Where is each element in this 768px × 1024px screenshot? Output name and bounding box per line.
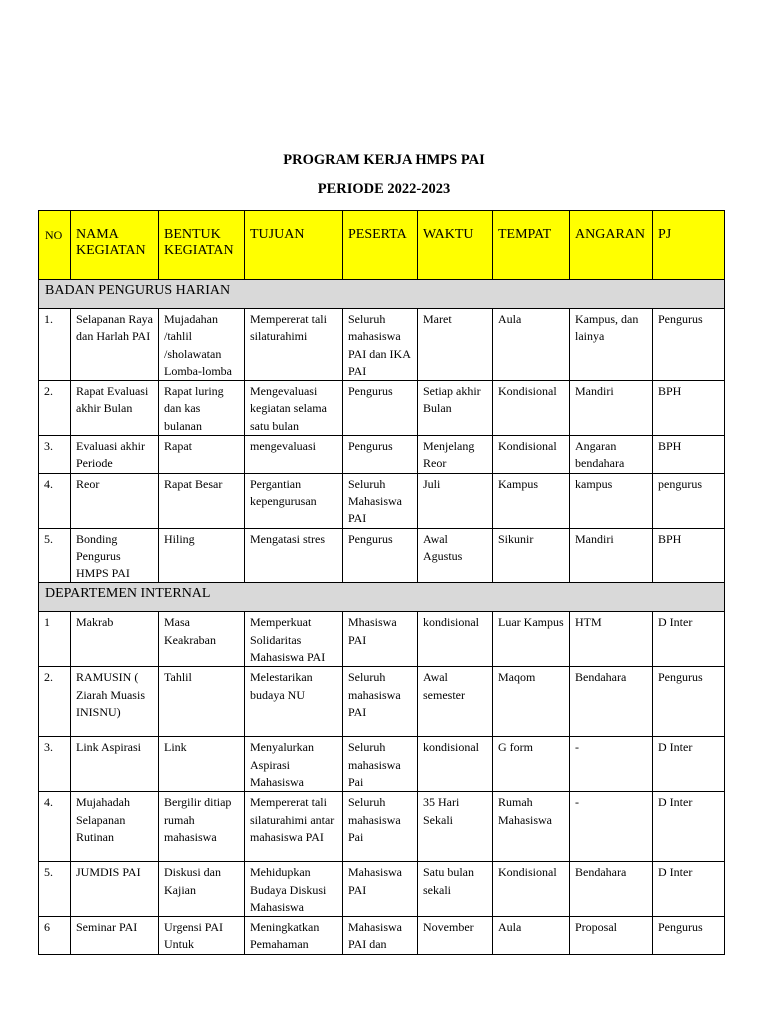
cell-waktu: Juli [418,473,493,528]
table-row [39,612,725,667]
cell-waktu: November [418,917,493,955]
cell-bentuk-kegiatan: Hiling [159,528,245,583]
column-header-nama-kegiatan: NAMA KEGIATAN [71,211,159,280]
cell-nama-kegiatan: Makrab [71,612,159,667]
cell-nama-kegiatan: Selapanan Raya dan Harlah PAI [71,309,159,381]
cell-bentuk-kegiatan: Diskusi dan Kajian [159,862,245,917]
cell-waktu: 35 Hari Sekali [418,792,493,862]
document-subtitle: PERIODE 2022-2023 [317,181,451,197]
column-header-angaran: ANGARAN [570,211,653,280]
cell-angaran: Angaran bendahara [570,436,653,474]
cell-pj: Pengurus [653,309,725,381]
cell-waktu: Satu bulan sekali [418,862,493,917]
cell-nama-kegiatan: Mujahadah Selapanan Rutinan [71,792,159,862]
cell-tujuan: Mengevaluasi kegiatan selama satu bulan [245,381,343,436]
document-title: PROGRAM KERJA HMPS PAI [283,152,485,168]
cell-tujuan: Meningkatkan Pemahaman [245,917,343,955]
cell-bentuk-kegiatan: Tahlil [159,667,245,737]
cell-tempat: G form [493,737,570,792]
cell-nama-kegiatan: Rapat Evaluasi akhir Bulan [71,381,159,436]
cell-angaran: Bendahara [570,667,653,737]
cell-nama-kegiatan: Seminar PAI [71,917,159,955]
cell-waktu: Awal semester [418,667,493,737]
cell-nama-kegiatan: Bonding Pengurus HMPS PAI [71,528,159,583]
table-row [39,862,725,917]
cell-waktu: Menjelang Reor [418,436,493,474]
section-header-row [39,583,725,612]
cell-pj: D Inter [653,862,725,917]
cell-tujuan: Melestarikan budaya NU [245,667,343,737]
cell-no: 4. [39,792,71,862]
cell-tempat: Maqom [493,667,570,737]
section-title: BADAN PENGURUS HARIAN [39,280,725,309]
cell-peserta: Seluruh mahasiswa PAI dan IKA PAI [343,309,418,381]
table-row [39,381,725,436]
cell-no: 3. [39,436,71,474]
column-header-tempat: TEMPAT [493,211,570,280]
cell-tempat: Kondisional [493,436,570,474]
cell-no: 1 [39,612,71,667]
cell-pj: D Inter [653,792,725,862]
cell-nama-kegiatan: Link Aspirasi [71,737,159,792]
cell-no: 2. [39,667,71,737]
cell-tempat: Aula [493,309,570,381]
table-row [39,436,725,474]
table-header-row [39,211,725,280]
cell-no: 3. [39,737,71,792]
program-table [38,210,725,955]
cell-waktu: kondisional [418,612,493,667]
cell-nama-kegiatan: Evaluasi akhir Periode [71,436,159,474]
column-header-no: NO [39,211,71,280]
cell-angaran: Bendahara [570,862,653,917]
cell-tujuan: Memperkuat Solidaritas Mahasiswa PAI [245,612,343,667]
cell-no: 2. [39,381,71,436]
cell-peserta: Seluruh mahasiswa PAI [343,667,418,737]
table-row [39,737,725,792]
cell-waktu: Setiap akhir Bulan [418,381,493,436]
cell-tujuan: Mehidupkan Budaya Diskusi Mahasiswa [245,862,343,917]
cell-peserta: Seluruh Mahasiswa PAI [343,473,418,528]
cell-pj: BPH [653,528,725,583]
cell-tempat: Luar Kampus [493,612,570,667]
cell-angaran: Mandiri [570,381,653,436]
cell-peserta: Pengurus [343,436,418,474]
cell-angaran: HTM [570,612,653,667]
cell-nama-kegiatan: Reor [71,473,159,528]
cell-tempat: Kondisional [493,381,570,436]
cell-bentuk-kegiatan: Mujadahan /tahlil /sholawatan Lomba-lomba [159,309,245,381]
cell-peserta: Mhasiswa PAI [343,612,418,667]
cell-tujuan: Mengatasi stres [245,528,343,583]
cell-tempat: Rumah Mahasiswa [493,792,570,862]
table-row [39,792,725,862]
section-header-row [39,280,725,309]
column-header-waktu: WAKTU [418,211,493,280]
cell-pj: Pengurus [653,917,725,955]
table-row [39,667,725,737]
column-header-tujuan: TUJUAN [245,211,343,280]
cell-tujuan: Pergantian kepengurusan [245,473,343,528]
column-header-bentuk-kegiatan: BENTUK KEGIATAN [159,211,245,280]
cell-bentuk-kegiatan: Bergilir ditiap rumah mahasiswa [159,792,245,862]
cell-bentuk-kegiatan: Masa Keakraban [159,612,245,667]
cell-tempat: Aula [493,917,570,955]
cell-angaran: Proposal [570,917,653,955]
cell-tempat: Sikunir [493,528,570,583]
cell-waktu: Maret [418,309,493,381]
cell-angaran: - [570,737,653,792]
cell-peserta: Pengurus [343,381,418,436]
cell-tujuan: Menyalurkan Aspirasi Mahasiswa [245,737,343,792]
cell-pj: Pengurus [653,667,725,737]
cell-bentuk-kegiatan: Rapat luring dan kas bulanan [159,381,245,436]
section-title: DEPARTEMEN INTERNAL [39,583,725,612]
table-row [39,309,725,381]
cell-peserta: Pengurus [343,528,418,583]
cell-bentuk-kegiatan: Urgensi PAI Untuk [159,917,245,955]
table-row [39,917,725,955]
cell-angaran: kampus [570,473,653,528]
cell-no: 5. [39,528,71,583]
cell-pj: pengurus [653,473,725,528]
cell-bentuk-kegiatan: Rapat [159,436,245,474]
cell-tempat: Kondisional [493,862,570,917]
cell-angaran: - [570,792,653,862]
cell-waktu: Awal Agustus [418,528,493,583]
cell-nama-kegiatan: RAMUSIN ( Ziarah Muasis INISNU) [71,667,159,737]
cell-tujuan: mengevaluasi [245,436,343,474]
cell-no: 1. [39,309,71,381]
cell-angaran: Mandiri [570,528,653,583]
cell-no: 5. [39,862,71,917]
cell-bentuk-kegiatan: Link [159,737,245,792]
cell-bentuk-kegiatan: Rapat Besar [159,473,245,528]
cell-no: 4. [39,473,71,528]
column-header-peserta: PESERTA [343,211,418,280]
cell-pj: D Inter [653,612,725,667]
column-header-pj: PJ [653,211,725,280]
cell-peserta: Mahasiswa PAI [343,862,418,917]
cell-no: 6 [39,917,71,955]
cell-pj: BPH [653,436,725,474]
table-row [39,473,725,528]
cell-peserta: Seluruh mahasiswa Pai [343,792,418,862]
cell-waktu: kondisional [418,737,493,792]
cell-tujuan: Mempererat tali silaturahimi [245,309,343,381]
cell-pj: D Inter [653,737,725,792]
cell-pj: BPH [653,381,725,436]
cell-peserta: Seluruh mahasiswa Pai [343,737,418,792]
cell-tujuan: Mempererat tali silaturahimi antar mahasiswa PAI [245,792,343,862]
cell-nama-kegiatan: JUMDIS PAI [71,862,159,917]
cell-peserta: Mahasiswa PAI dan [343,917,418,955]
table-row [39,528,725,583]
cell-tempat: Kampus [493,473,570,528]
cell-angaran: Kampus, dan lainya [570,309,653,381]
